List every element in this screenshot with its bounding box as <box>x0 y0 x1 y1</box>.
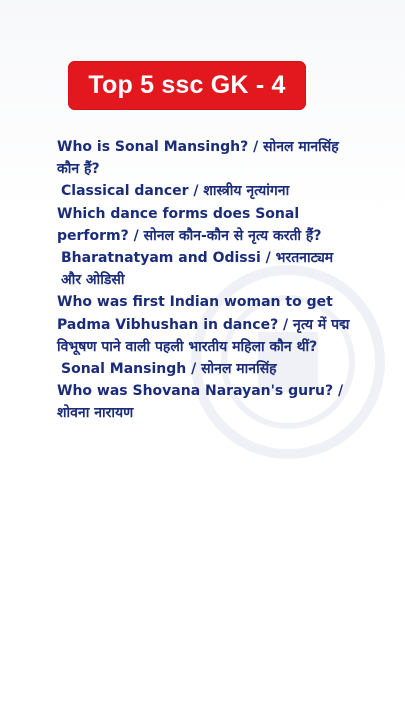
question-1: Who is Sonal Mansingh? / सोनल मानसिंह कौन हैं? <box>57 139 344 178</box>
answer-1: Classical dancer / शास्त्रीय नृत्यांगना <box>61 183 290 200</box>
question-3: Who was first Indian woman to get Padma Vibhushan in dance? / नृत्य में पद्म विभूषण पाने वाली पहली भारतीय महिला कौन थीं? <box>57 294 355 355</box>
question-4: Who was Shovana Narayan's guru? / शोवना नारायण <box>57 383 348 422</box>
title-badge <box>68 61 306 110</box>
qa-list <box>57 136 357 425</box>
question-2: Which dance forms does Sonal perform? / सोनल कौन-कौन से नृत्य करती हैं? <box>57 205 322 244</box>
answer-3: Sonal Mansingh / सोनल मानसिंह <box>61 361 277 378</box>
answer-2: Bharatnatyam and Odissi / भरतनाट्यम और ओडिसी <box>61 250 339 289</box>
page-title: Top 5 ssc GK - 4 <box>88 71 286 99</box>
